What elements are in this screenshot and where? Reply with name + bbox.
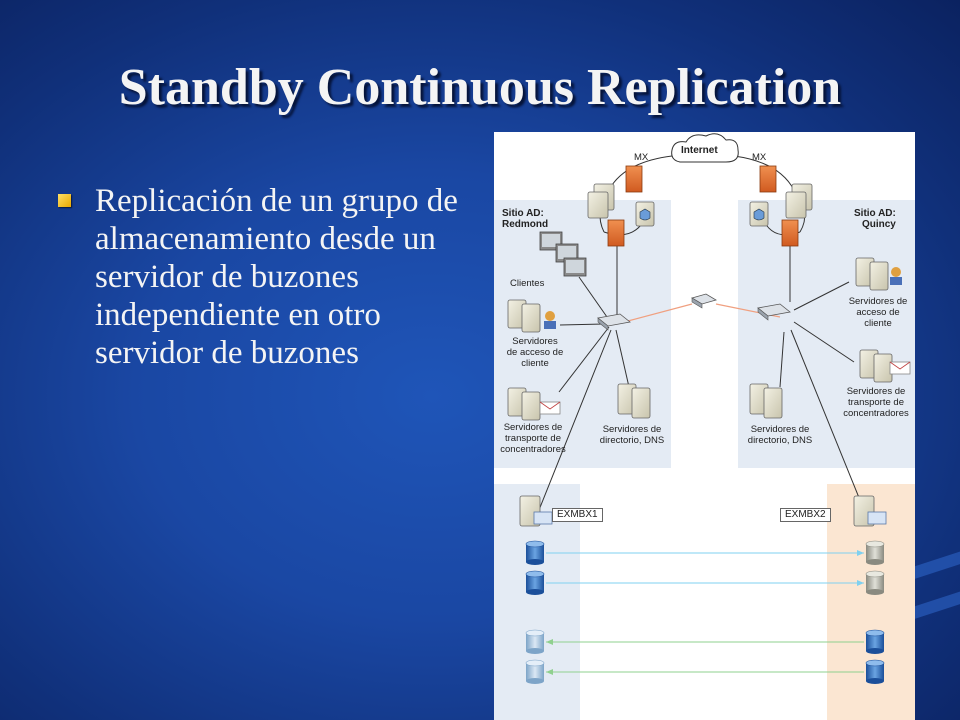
- directory-servers-right: [750, 384, 782, 418]
- internet-label: Internet: [681, 145, 718, 156]
- mailbox-label-exmbx1: EXMBX1: [552, 508, 603, 522]
- bullet-list: [58, 182, 458, 372]
- site-label-quincy: Sitio AD: Quincy: [854, 208, 896, 230]
- replication-lines: [546, 550, 864, 675]
- site-label-redmond: Sitio AD: Redmond: [502, 208, 549, 230]
- directory-label-right: Servidores de directorio, DNS: [747, 424, 813, 446]
- hub-label-left: Servidores de transporte de concentradores: [500, 422, 566, 455]
- square-bullet-icon: [58, 194, 71, 207]
- cas-label-right: Servidores de acceso de cliente: [848, 296, 908, 329]
- hub-label-right: Servidores de transporte de concentradores: [843, 386, 909, 419]
- network-diagram: [494, 132, 915, 720]
- mx-label-right: MX: [752, 152, 767, 163]
- mx-label-left: MX: [634, 152, 649, 163]
- directory-label-left: Servidores de directorio, DNS: [599, 424, 665, 446]
- router-icon: [692, 294, 716, 308]
- slide-title: Standby Continuous Replication: [118, 59, 842, 116]
- clients-label: Clientes: [510, 278, 545, 289]
- bullet-text: Replicación de un grupo de almacenamiento desde un servidor de buzones independiente en otro servidor de buzones: [95, 183, 458, 371]
- cas-label-left: Servidores de acceso de cliente: [506, 336, 564, 369]
- directory-servers-left: [618, 384, 650, 418]
- mailbox-label-exmbx2: EXMBX2: [780, 508, 831, 522]
- bullet-item: [58, 182, 458, 372]
